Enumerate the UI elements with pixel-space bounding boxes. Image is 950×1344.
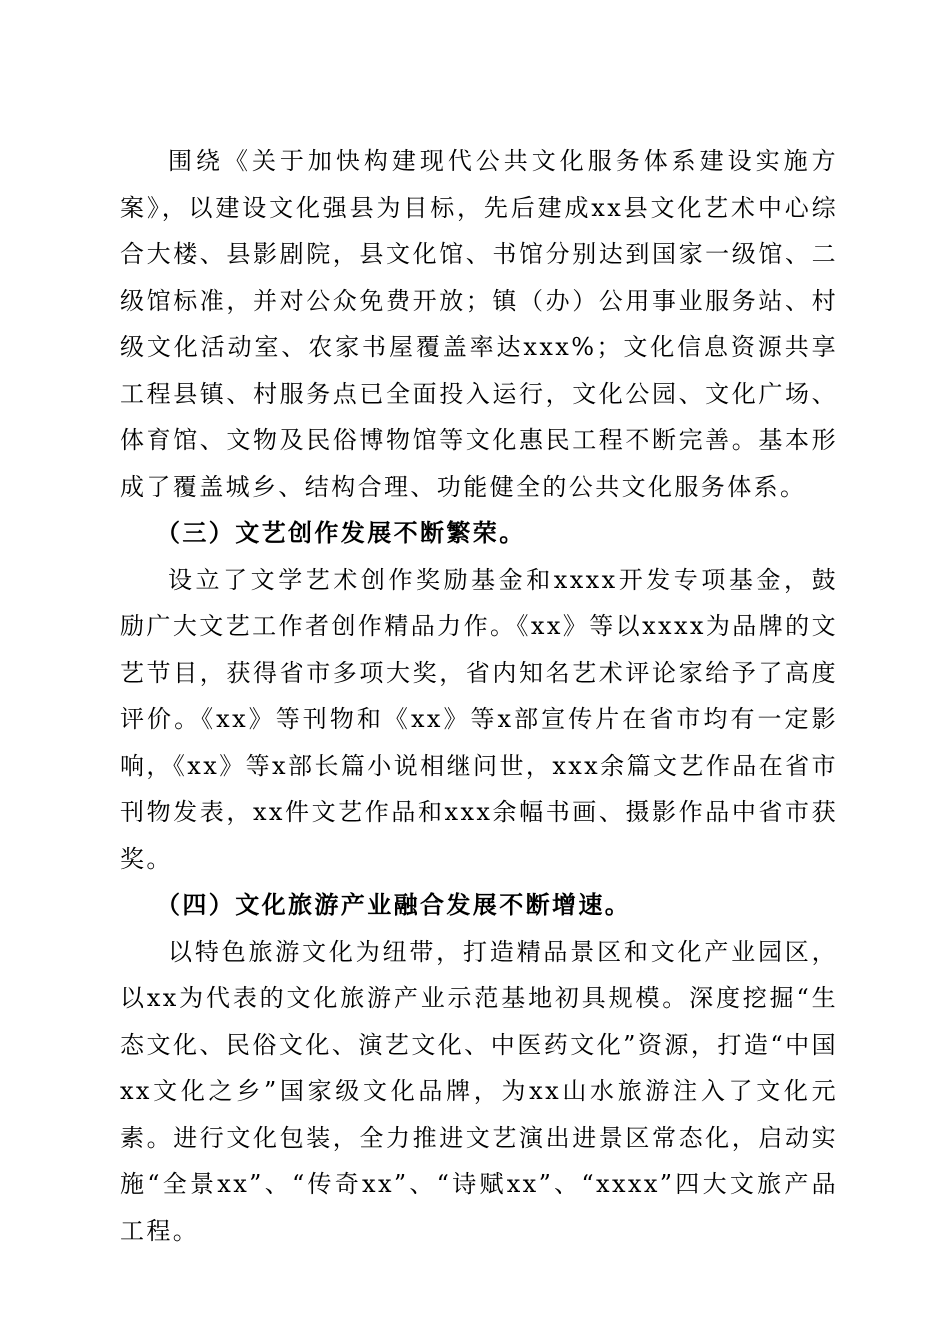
section-heading-4: （四）文化旅游产业融合发展不断增速。	[156, 890, 632, 919]
document-page	[120, 138, 838, 1254]
paragraph-public-culture-system: 围绕《关于加快构建现代公共文化服务体系建设实施方案》，以建设文化强县为目标，先后建成xx县文化艺术中心综合大楼、县影剧院，县文化馆、书馆分别达到国家一级馆、二级馆标准，并对公众免费开放；镇（办）公用事业服务站、村级文化活动室、农家书屋覆盖率达xxx%；文化信息资源共享工程县镇、村服务点已全面投入运行，文化公园、文化广场、体育馆、文物及民俗博物馆等文化惠民工程不断完善。基本形成了覆盖城乡、结构合理、功能健全的公共文化服务体系。	[120, 147, 838, 501]
paragraph-arts-creation: 设立了文学艺术创作奖励基金和xxxx开发专项基金，鼓励广大文艺工作者创作精品力作。《xx》等以xxxx为品牌的文艺节目，获得省市多项大奖，省内知名艺术评论家给予了高度评价。《xx》等刊物和《xx》等x部宣传片在省市均有一定影响，《xx》等x部长篇小说相继问世，xxx余篇文艺作品在省市刊物发表，xx件文艺作品和xxx余幅书画、摄影作品中省市获奖。	[120, 565, 838, 873]
paragraph-culture-tourism: 以特色旅游文化为纽带，打造精品景区和文化产业园区，以xx为代表的文化旅游产业示范基地初具规模。深度挖掘“生态文化、民俗文化、演艺文化、中医药文化”资源，打造“中国xx文化之乡”国家级文化品牌，为xx山水旅游注入了文化元素。进行文化包装，全力推进文艺演出进景区常态化，启动实施“全景xx”、“传奇xx”、“诗赋xx”、“xxxx”四大文旅产品工程。	[120, 937, 838, 1245]
section-heading-3: （三）文艺创作发展不断繁荣。	[156, 518, 526, 547]
